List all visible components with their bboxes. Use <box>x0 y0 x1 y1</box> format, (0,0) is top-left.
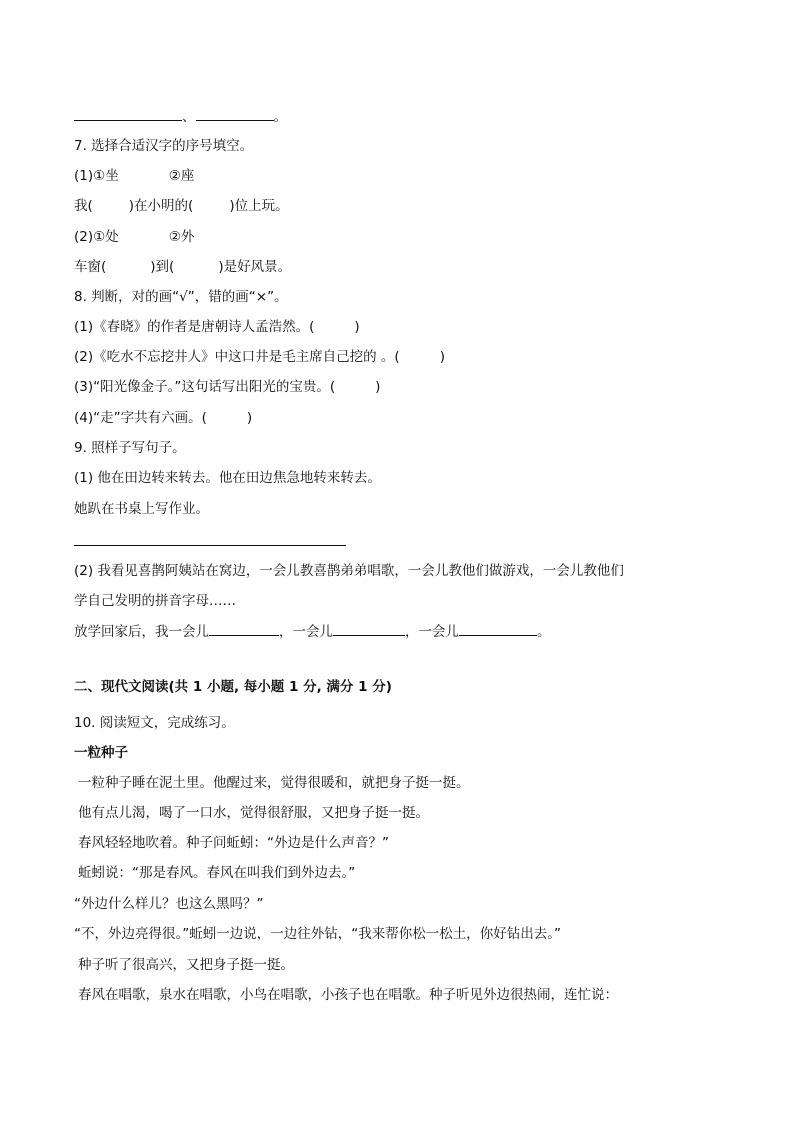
story-line: “不，外边亮得很。”蚯蚓一边说，一边往外钻，“我来帮你松一松土，你好钻出去。” <box>74 926 561 942</box>
q8-item-close: ) <box>246 410 253 426</box>
q6-blank-2[interactable] <box>196 106 274 121</box>
q7-part2-text-c: )是好风景。 <box>218 259 292 275</box>
story-line: 他有点儿渴，喝了一口水，觉得很舒服，又把身子挺一挺。 <box>78 805 429 821</box>
q6-end: 。 <box>273 109 287 125</box>
q7-part2-sentence <box>74 257 291 277</box>
q9-example-2-line-1: (2) 我看见喜鹊阿姨站在窝边，一会儿教喜鹊弟弟唱歌，一会儿教他们做游戏，一会儿教他们 <box>74 563 624 579</box>
story-line: “外边什么样儿？也这么黑吗？” <box>74 896 264 912</box>
q7-part2-text-a: 车窗( <box>74 259 107 275</box>
q8-item-text: (2)《吃水不忘挖井人》中这口井是毛主席自己挖的 。( <box>74 349 400 365</box>
q9-task-2-blank-2[interactable] <box>333 621 405 636</box>
q6-separator: 、 <box>182 109 196 125</box>
story-title: 一粒种子 <box>74 745 128 761</box>
q8-item-text: (3)“阳光像金子。”这句话写出阳光的宝贵。( <box>74 379 336 395</box>
q8-item <box>74 408 252 428</box>
q8-item-close: ) <box>354 319 360 335</box>
q8-item-close: ) <box>375 379 381 395</box>
section-2-heading: 二、现代文阅读(共 1 小题, 每小题 1 分, 满分 1 分) <box>74 679 392 695</box>
q7-part2-option-2: ②外 <box>168 229 195 245</box>
q7-part2-text-b: )到( <box>150 259 175 275</box>
q9-answer-line-1[interactable] <box>74 545 346 546</box>
q7-part1-option-1: ①坐 <box>93 168 119 184</box>
q10-title: 10. 阅读短文，完成练习。 <box>74 715 235 731</box>
q8-item <box>74 317 360 337</box>
q8-item <box>74 347 445 367</box>
q7-part1-label: (1) <box>74 168 94 184</box>
q7-part1-text-c: )位上玩。 <box>229 198 289 214</box>
q8-title: 8. 判断，对的画“√”，错的画“×”。 <box>74 289 288 305</box>
story-line: 一粒种子睡在泥土里。他醒过来，觉得很暖和，就把身子挺一挺。 <box>78 775 470 791</box>
q8-item-text: (4)“走”字共有六画。( <box>74 410 207 426</box>
q7-part2-label: (2) <box>74 229 94 245</box>
q6-blank-1[interactable] <box>74 106 182 121</box>
story-line: 春风轻轻地吹着。种子问蚯蚓：“外边是什么声音？” <box>78 835 389 851</box>
q9-task-2 <box>74 621 551 642</box>
q9-example-1: (1) 他在田边转来转去。他在田边焦急地转来转去。 <box>74 470 381 486</box>
q9-title: 9. 照样子写句子。 <box>74 440 186 456</box>
q8-item <box>74 377 380 397</box>
q9-task-1: 她趴在书桌上写作业。 <box>74 501 209 517</box>
q8-item-text: (1)《春晓》的作者是唐朝诗人孟浩然。( <box>74 319 315 335</box>
q7-part2-option-1: ①处 <box>93 229 119 245</box>
q7-part1-sentence <box>74 196 289 216</box>
q8-item-close: ) <box>439 349 445 365</box>
q7-part1-text-b: )在小明的( <box>128 198 194 214</box>
story-line: 蚯蚓说：“那是春风。春风在叫我们到外边去。” <box>78 865 356 881</box>
story-line: 春风在唱歌，泉水在唱歌，小鸟在唱歌，小孩子也在唱歌。种子听见外边很热闹，连忙说： <box>78 987 618 1003</box>
q7-part1-text-a: 我( <box>74 198 93 214</box>
q9-example-2-line-2: 学自己发明的拼音字母…… <box>74 593 236 609</box>
q6-answer-line <box>74 106 287 127</box>
q9-task-2-text-a: 放学回家后，我一会儿 <box>74 624 209 640</box>
q7-part2-options <box>74 227 194 247</box>
q9-task-2-text-c: ，一会儿 <box>405 624 459 640</box>
q7-title: 7. 选择合适汉字的序号填空。 <box>74 138 254 154</box>
q7-part1-option-2: ②座 <box>168 168 195 184</box>
q9-task-2-text-b: ，一会儿 <box>279 624 333 640</box>
q9-task-2-blank-3[interactable] <box>459 621 537 636</box>
q9-task-2-text-d: 。 <box>537 624 551 640</box>
story-line: 种子听了很高兴，又把身子挺一挺。 <box>78 957 294 973</box>
q7-part1-options <box>74 166 194 186</box>
q9-task-2-blank-1[interactable] <box>209 621 279 636</box>
